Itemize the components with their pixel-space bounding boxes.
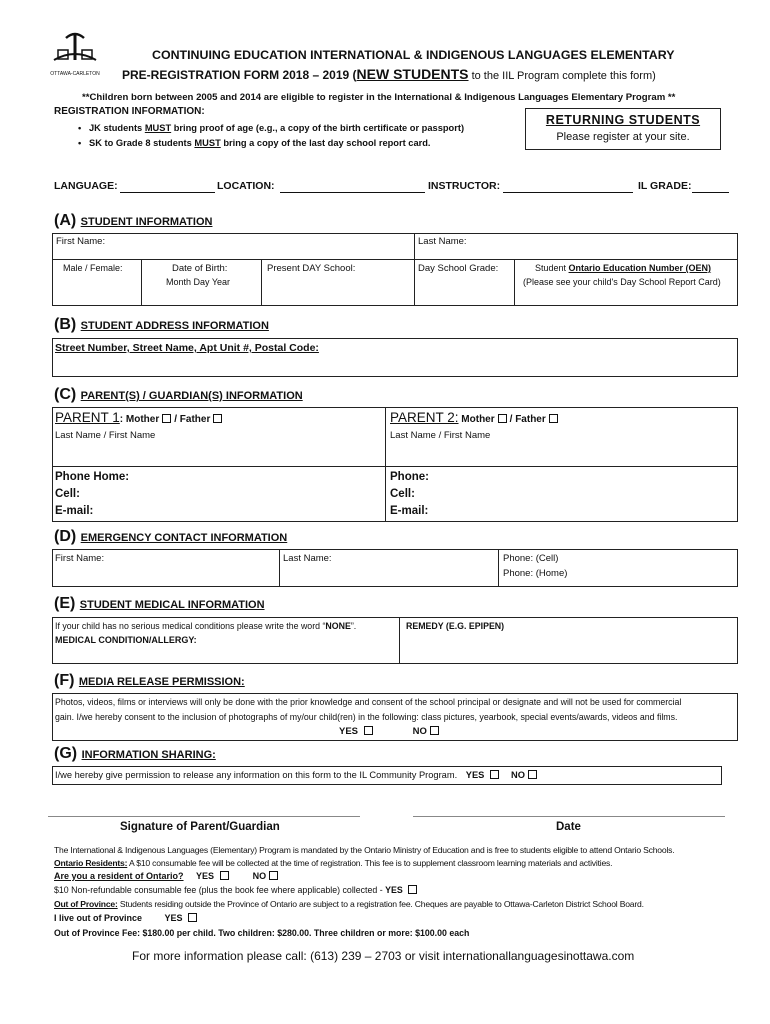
media-release-text-1: Photos, videos, films or interviews will only be done with the prior knowledge and consent of the school principal or designate and will not be used for commercial (55, 697, 682, 707)
form-title: CONTINUING EDUCATION INTERNATIONAL & INDIGENOUS LANGUAGES ELEMENTARY (152, 48, 675, 62)
date-label: Date (556, 821, 581, 833)
section-e-heading: (E) STUDENT MEDICAL INFORMATION (54, 595, 265, 612)
out-of-province-note: Out of Province: Students residing outside the Province of Ontario are subject to a registration fee. Cheques are payable to Ottawa-Carleton District School Board. (54, 899, 644, 909)
live-out-of-province: I live out of Province YES (54, 913, 200, 923)
section-d-heading: (D) EMERGENCY CONTACT INFORMATION (54, 528, 288, 545)
parent1-name-field[interactable]: PARENT 1: Mother / Father Last Name / First Name (52, 407, 386, 467)
media-release-box: Photos, videos, films or interviews will only be done with the prior knowledge and consent of the school principal or designate and will not be used for commercial gain. I/we hereby consent to the inclusion of photographs of my/our child(ren) in the following: class pictures, yearbook, special events/awards, videos and films. YES NO (52, 693, 738, 741)
day-school-grade-field[interactable]: Day School Grade: (414, 259, 515, 306)
media-release-text-2: gain. I/we hereby consent to the inclusion of photographs of my/our child(ren) in the following: class pictures, yearbook, special events/awards, videos and films. (55, 712, 678, 722)
fee-collected-checkbox[interactable] (408, 885, 417, 894)
registration-bullet-2: • SK to Grade 8 students MUST bring a copy of the last day school report card. (78, 138, 431, 148)
resident-question: Are you a resident of Ontario? YES NO (54, 871, 281, 881)
address-field[interactable]: Street Number, Street Name, Apt Unit #, Postal Code: (52, 338, 738, 377)
emergency-last-name-field[interactable]: Last Name: (279, 549, 499, 587)
returning-title: RETURNING STUDENTS (545, 113, 701, 127)
returning-students-box (525, 108, 721, 150)
gender-field[interactable]: Male / Female: (52, 259, 142, 306)
eligibility-note: **Children born between 2005 and 2014 are eligible to register in the International & Indigenous Languages Elementary Program ** (82, 92, 676, 103)
section-g-heading: (G) INFORMATION SHARING: (54, 745, 216, 762)
last-name-field[interactable]: Last Name: (414, 233, 738, 260)
returning-text: Please register at your site. (556, 131, 690, 143)
language-field[interactable] (120, 192, 215, 193)
day-school-field[interactable]: Present DAY School: (261, 259, 415, 306)
contact-info: For more information please call: (613) 239 – 2703 or visit internationallanguagesinottawa.com (132, 949, 635, 963)
out-of-province-yes-checkbox[interactable] (188, 913, 197, 922)
parent2-contact-field[interactable]: Phone: Cell: E-mail: (385, 466, 738, 522)
sharing-yes-checkbox[interactable] (490, 770, 499, 779)
il-grade-field[interactable] (692, 192, 729, 193)
location-field[interactable] (280, 192, 425, 193)
emergency-phone-field[interactable]: Phone: (Cell) Phone: (Home) (498, 549, 738, 587)
remedy-field[interactable]: REMEDY (E.G. EPIPEN) (399, 617, 738, 664)
registration-heading: REGISTRATION INFORMATION: (54, 106, 205, 117)
logo-text: OTTAWA-CARLETON (50, 71, 100, 77)
section-a-heading: (A) STUDENT INFORMATION (54, 212, 213, 229)
instructor-field[interactable] (503, 192, 633, 193)
oen-field[interactable]: Student Ontario Education Number (OEN) (Please see your child's Day School Report Card) (514, 259, 738, 306)
info-sharing-box: I/we hereby give permission to release any information on this form to the IL Community Program. YES NO (52, 766, 722, 785)
language-label: LANGUAGE: (54, 180, 118, 192)
dob-field[interactable]: Date of Birth: Month Day Year (141, 259, 262, 306)
parent2-father-checkbox[interactable] (549, 414, 558, 423)
parent1-contact-field[interactable]: Phone Home: Cell: E-mail: (52, 466, 386, 522)
date-line[interactable] (413, 816, 725, 817)
out-of-province-fee: Out of Province Fee: $180.00 per child. Two children: $280.00. Three children or more: $100.00 each (54, 928, 470, 938)
il-grade-label: IL GRADE: (638, 180, 692, 192)
first-name-field[interactable]: First Name: (52, 233, 415, 260)
form-subtitle: PRE-REGISTRATION FORM 2018 – 2019 (NEW STUDENTS to the IIL Program complete this form) (122, 66, 656, 82)
emergency-first-name-field[interactable]: First Name: (52, 549, 280, 587)
ontario-residents-note: Ontario Residents: A $10 consumable fee will be collected at the time of registration. This fee is to supplement classroom learning materials and activities. (54, 858, 613, 868)
sharing-no-checkbox[interactable] (528, 770, 537, 779)
resident-no-checkbox[interactable] (269, 871, 278, 880)
medical-condition-field[interactable]: If your child has no serious medical conditions please write the word “NONE”. MEDICAL CONDITION/ALLERGY: (52, 617, 400, 664)
signature-line[interactable] (48, 816, 360, 817)
section-b-heading: (B) STUDENT ADDRESS INFORMATION (54, 316, 269, 333)
section-c-heading: (C) PARENT(S) / GUARDIAN(S) INFORMATION (54, 386, 303, 403)
media-yes-checkbox[interactable] (364, 726, 373, 735)
parent2-mother-checkbox[interactable] (498, 414, 507, 423)
program-mandate: The International & Indigenous Languages (Elementary) Program is mandated by the Ontario Ministry of Education and is free to students eligible to attend Ontario Schools. (54, 845, 675, 855)
location-label: LOCATION: (217, 180, 275, 192)
section-f-heading: (F) MEDIA RELEASE PERMISSION: (54, 672, 245, 689)
resident-yes-checkbox[interactable] (220, 871, 229, 880)
parent2-name-field[interactable]: PARENT 2: Mother / Father Last Name / First Name (385, 407, 738, 467)
school-board-logo (40, 24, 110, 77)
registration-bullet-1: • JK students MUST bring proof of age (e.g., a copy of the birth certificate or passport) (78, 123, 465, 133)
parent1-mother-checkbox[interactable] (162, 414, 171, 423)
consumable-fee-line: $10 Non-refundable consumable fee (plus the book fee where applicable) collected - YES (54, 885, 420, 895)
parent1-father-checkbox[interactable] (213, 414, 222, 423)
signature-label: Signature of Parent/Guardian (120, 821, 280, 833)
instructor-label: INSTRUCTOR: (428, 180, 501, 192)
media-no-checkbox[interactable] (430, 726, 439, 735)
